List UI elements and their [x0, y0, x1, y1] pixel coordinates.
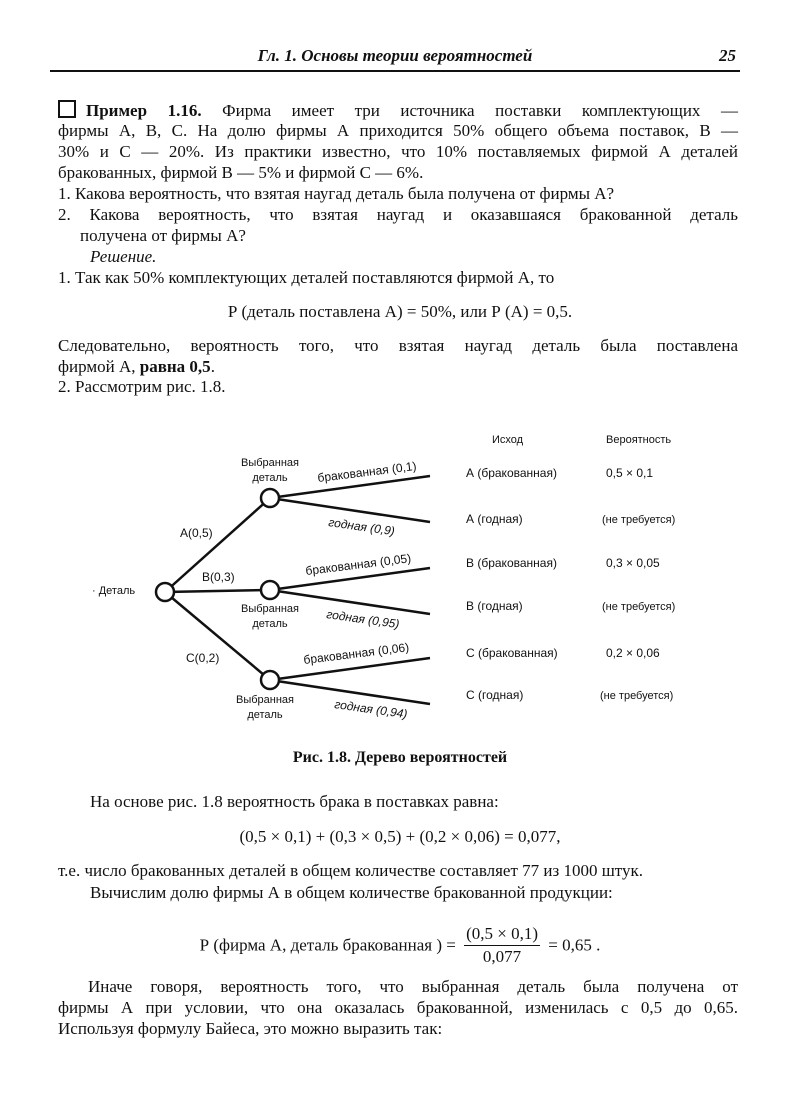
node-b-label-1: Выбранная — [240, 603, 300, 615]
question-1: 1. Какова вероятность, что взятая наугад деталь была получена от фирмы А? — [58, 184, 615, 203]
formula-2: (0,5 × 0,1) + (0,3 × 0,5) + (0,2 × 0,06) = 0,077, — [239, 827, 561, 846]
probability-4: (не требуется) — [602, 601, 676, 613]
probability-1: 0,5 × 0,1 — [606, 466, 654, 480]
outcome-3: В (бракованная) — [466, 556, 557, 570]
step-1: 1. Так как 50% комплектующих деталей поставляются фирмой А, то — [58, 268, 555, 287]
example-text: Фирма имеет три источника поставки комплектующих — — [222, 101, 738, 120]
node-c-label-2: деталь — [247, 709, 283, 721]
probability-5: 0,2 × 0,06 — [606, 646, 660, 660]
formula-3-denominator: 0,077 — [482, 947, 522, 966]
probability-header: Вероятность — [606, 434, 672, 446]
conclusion-suffix: . — [210, 357, 215, 376]
example-line-3: 30% и С — 20%. Из практики известно, что 10% поставляемых фирмой А деталей — [58, 142, 738, 161]
para-line-2: фирмы А при условии, что она оказалась бракованной, изменилась с 0,5 до 0,65. — [58, 998, 738, 1017]
running-header — [50, 44, 740, 72]
branch-label-b: В(0,3) — [202, 570, 235, 584]
outcome-5: С (бракованная) — [466, 646, 558, 660]
leaf-label-b-good: годная (0,95) — [325, 607, 401, 632]
outcome-2: А (годная) — [466, 512, 523, 526]
node-c-label-1: Выбранная — [235, 694, 295, 706]
branch-b — [165, 590, 270, 592]
node-a-label-2: деталь — [252, 472, 288, 484]
conclusion-line-1: Следовательно, вероятность того, что взятая наугад деталь была поставлена — [58, 336, 738, 355]
after-line-3: Вычислим долю фирмы А в общем количестве бракованной продукции: — [90, 883, 613, 902]
after-line-2: т.е. число бракованных деталей в общем количестве составляет 77 из 1000 штук. — [58, 861, 644, 880]
outcome-6: С (годная) — [466, 688, 524, 702]
conclusion-bold: равна 0,5 — [139, 357, 211, 376]
formula-1: Р (деталь поставлена А) = 50%, или Р (А) = 0,5. — [227, 302, 573, 321]
checkbox-icon — [58, 100, 76, 118]
formula-3-fraction — [464, 923, 540, 968]
formula-3-numerator: (0,5 × 0,1) — [464, 923, 540, 946]
conclusion-line-2 — [58, 357, 738, 377]
para-line-1: Иначе говоря, вероятность того, что выбранная деталь была получена от — [88, 977, 738, 996]
root-node — [156, 583, 174, 601]
after-line-1: На основе рис. 1.8 вероятность брака в поставках равна: — [90, 792, 499, 811]
figure-caption: Рис. 1.8. Дерево вероятностей — [292, 749, 508, 766]
node-c — [261, 671, 279, 689]
outcome-header: Исход — [492, 434, 524, 446]
leaf-label-c-defect: бракованная (0,06) — [302, 640, 410, 667]
outcome-4: В (годная) — [466, 599, 523, 613]
para-line-3: Используя формулу Байеса, это можно выразить так: — [58, 1019, 443, 1038]
probability-tree-figure — [0, 420, 800, 750]
branch-label-a: А(0,5) — [180, 526, 213, 540]
tree-branches — [165, 476, 430, 704]
example-label: Пример 1.16. — [86, 101, 202, 120]
node-b-label-2: деталь — [252, 618, 288, 630]
leaf-label-b-defect: бракованная (0,05) — [304, 551, 412, 578]
step-2: 2. Рассмотрим рис. 1.8. — [58, 377, 226, 396]
leaf-label-a-good: годная (0,9) — [327, 515, 396, 539]
probability-6: (не требуется) — [600, 690, 674, 702]
question-2-line-2: получена от фирмы А? — [80, 226, 246, 245]
probability-2: (не требуется) — [602, 514, 676, 526]
page-number: 25 — [719, 46, 736, 65]
leaf-label-c-good: годная (0,94) — [333, 697, 409, 722]
formula-3 — [60, 923, 740, 968]
probability-3: 0,3 × 0,05 — [606, 556, 660, 570]
example-line-1 — [58, 100, 738, 121]
question-2-line-1: 2. Какова вероятность, что взятая наугад и оказавшаяся бракованной деталь — [58, 205, 738, 224]
branch-label-c: С(0,2) — [186, 651, 220, 665]
node-b — [261, 581, 279, 599]
leaf-label-a-defect: бракованная (0,1) — [316, 458, 418, 485]
header-title: Гл. 1. Основы теории вероятностей — [257, 46, 533, 65]
conclusion-prefix: фирмой А, — [58, 357, 136, 376]
example-line-4: бракованных, фирмой В — 5% и фирмой С — 6%. — [58, 163, 424, 182]
formula-3-left: Р (фирма А, деталь бракованная ) = — [199, 935, 456, 955]
example-line-2: фирмы А, В, С. На долю фирмы А приходится 50% общего объема поставок, В — — [58, 121, 738, 140]
solution-label: Решение. — [90, 247, 157, 266]
node-a — [261, 489, 279, 507]
node-a-label-1: Выбранная — [240, 457, 300, 469]
root-label: · Деталь — [92, 585, 136, 597]
formula-3-right: = 0,65 . — [548, 935, 601, 955]
outcome-1: А (бракованная) — [466, 466, 557, 480]
